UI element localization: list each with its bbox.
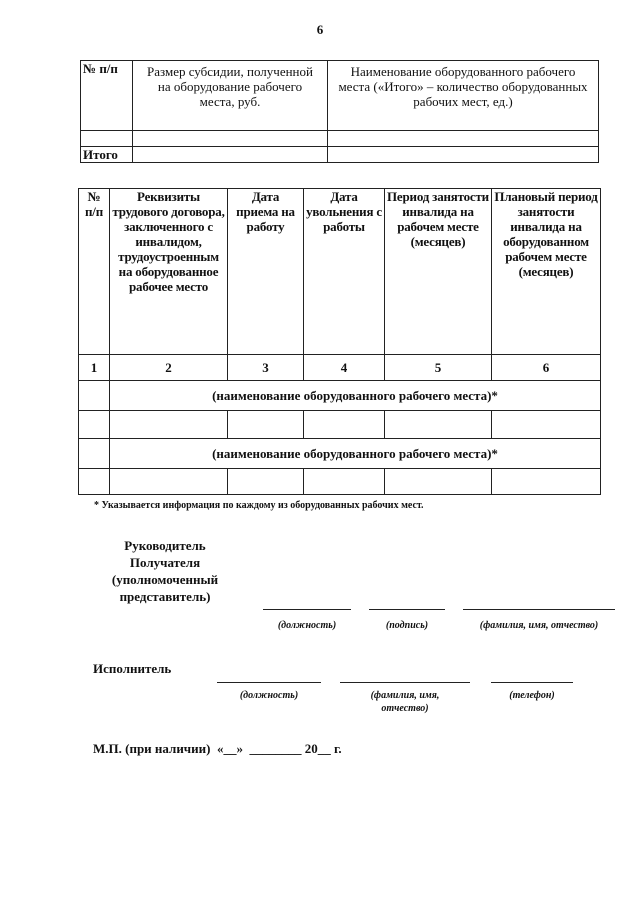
t1-header-subsidy: Размер субсидии, полученной на оборудование рабочего места, руб. bbox=[133, 61, 328, 131]
t2-cell bbox=[79, 469, 110, 495]
t2-cell bbox=[110, 469, 228, 495]
t2-header-employment-period: Период занятости инвалида на рабочем месте (месяцев) bbox=[385, 189, 492, 355]
executor-name-line bbox=[340, 682, 470, 683]
t2-cell bbox=[492, 469, 601, 495]
position-line bbox=[263, 609, 351, 610]
executor-name-caption: (фамилия, имя, отчество) bbox=[370, 690, 440, 714]
t2-header-dismissal-date: Дата увольнения с работы bbox=[304, 189, 385, 355]
t1-cell bbox=[328, 147, 599, 163]
t2-cell bbox=[79, 411, 110, 439]
executor-phone-line bbox=[491, 682, 573, 683]
t2-cell bbox=[110, 411, 228, 439]
t2-col-number: 6 bbox=[492, 355, 601, 381]
t2-col-number: 5 bbox=[385, 355, 492, 381]
t2-col-number: 3 bbox=[228, 355, 304, 381]
t2-header-num: № п/п bbox=[79, 189, 110, 355]
employment-table bbox=[78, 188, 601, 495]
t2-col-number: 2 bbox=[110, 355, 228, 381]
t1-cell bbox=[133, 147, 328, 163]
t1-header-workplace: Наименование оборудованного рабочего места («Итого» – количество оборудованных рабочих мест, ед.) bbox=[328, 61, 599, 131]
page-number: 6 bbox=[316, 22, 324, 37]
t2-cell bbox=[304, 469, 385, 495]
full-name-line bbox=[463, 609, 615, 610]
t2-cell bbox=[385, 411, 492, 439]
t2-cell bbox=[79, 381, 110, 411]
t2-header-hire-date: Дата приема на работу bbox=[228, 189, 304, 355]
t2-header-contract: Реквизиты трудового договора, заключенного с инвалидом, трудоустроенным на оборудованное рабочее место bbox=[110, 189, 228, 355]
t1-cell bbox=[81, 131, 133, 147]
t2-cell bbox=[304, 411, 385, 439]
t2-cell bbox=[228, 469, 304, 495]
full-name-caption: (фамилия, имя, отчество) bbox=[479, 620, 599, 631]
t1-header-num: № п/п bbox=[81, 61, 133, 131]
stamp-date-line: М.П. (при наличии) «__» ________ 20__ г. bbox=[93, 741, 342, 756]
executor-label: Исполнитель bbox=[93, 661, 172, 676]
subsidy-table bbox=[80, 60, 599, 163]
executor-position-caption: (должность) bbox=[239, 690, 299, 701]
t2-col-number: 4 bbox=[304, 355, 385, 381]
signatory-title: Руководитель Получателя (уполномоченный представитель) bbox=[111, 538, 219, 604]
t2-section-label: (наименование оборудованного рабочего места)* bbox=[110, 439, 601, 469]
signature-line bbox=[369, 609, 445, 610]
executor-phone-caption: (телефон) bbox=[509, 690, 555, 701]
executor-position-line bbox=[217, 682, 321, 683]
t2-header-planned-period: Плановый период занятости инвалида на оборудованном рабочем месте (месяцев) bbox=[492, 189, 601, 355]
t2-section-label: (наименование оборудованного рабочего места)* bbox=[110, 381, 601, 411]
t1-total-label: Итого bbox=[81, 147, 133, 163]
footnote: * Указывается информация по каждому из оборудованных рабочих мест. bbox=[94, 500, 424, 511]
t1-cell bbox=[328, 131, 599, 147]
t2-col-number: 1 bbox=[79, 355, 110, 381]
t2-cell bbox=[385, 469, 492, 495]
t2-cell bbox=[492, 411, 601, 439]
t1-cell bbox=[133, 131, 328, 147]
t2-cell bbox=[79, 439, 110, 469]
t2-cell bbox=[228, 411, 304, 439]
position-caption: (должность) bbox=[277, 620, 337, 631]
signature-caption: (подпись) bbox=[385, 620, 429, 631]
